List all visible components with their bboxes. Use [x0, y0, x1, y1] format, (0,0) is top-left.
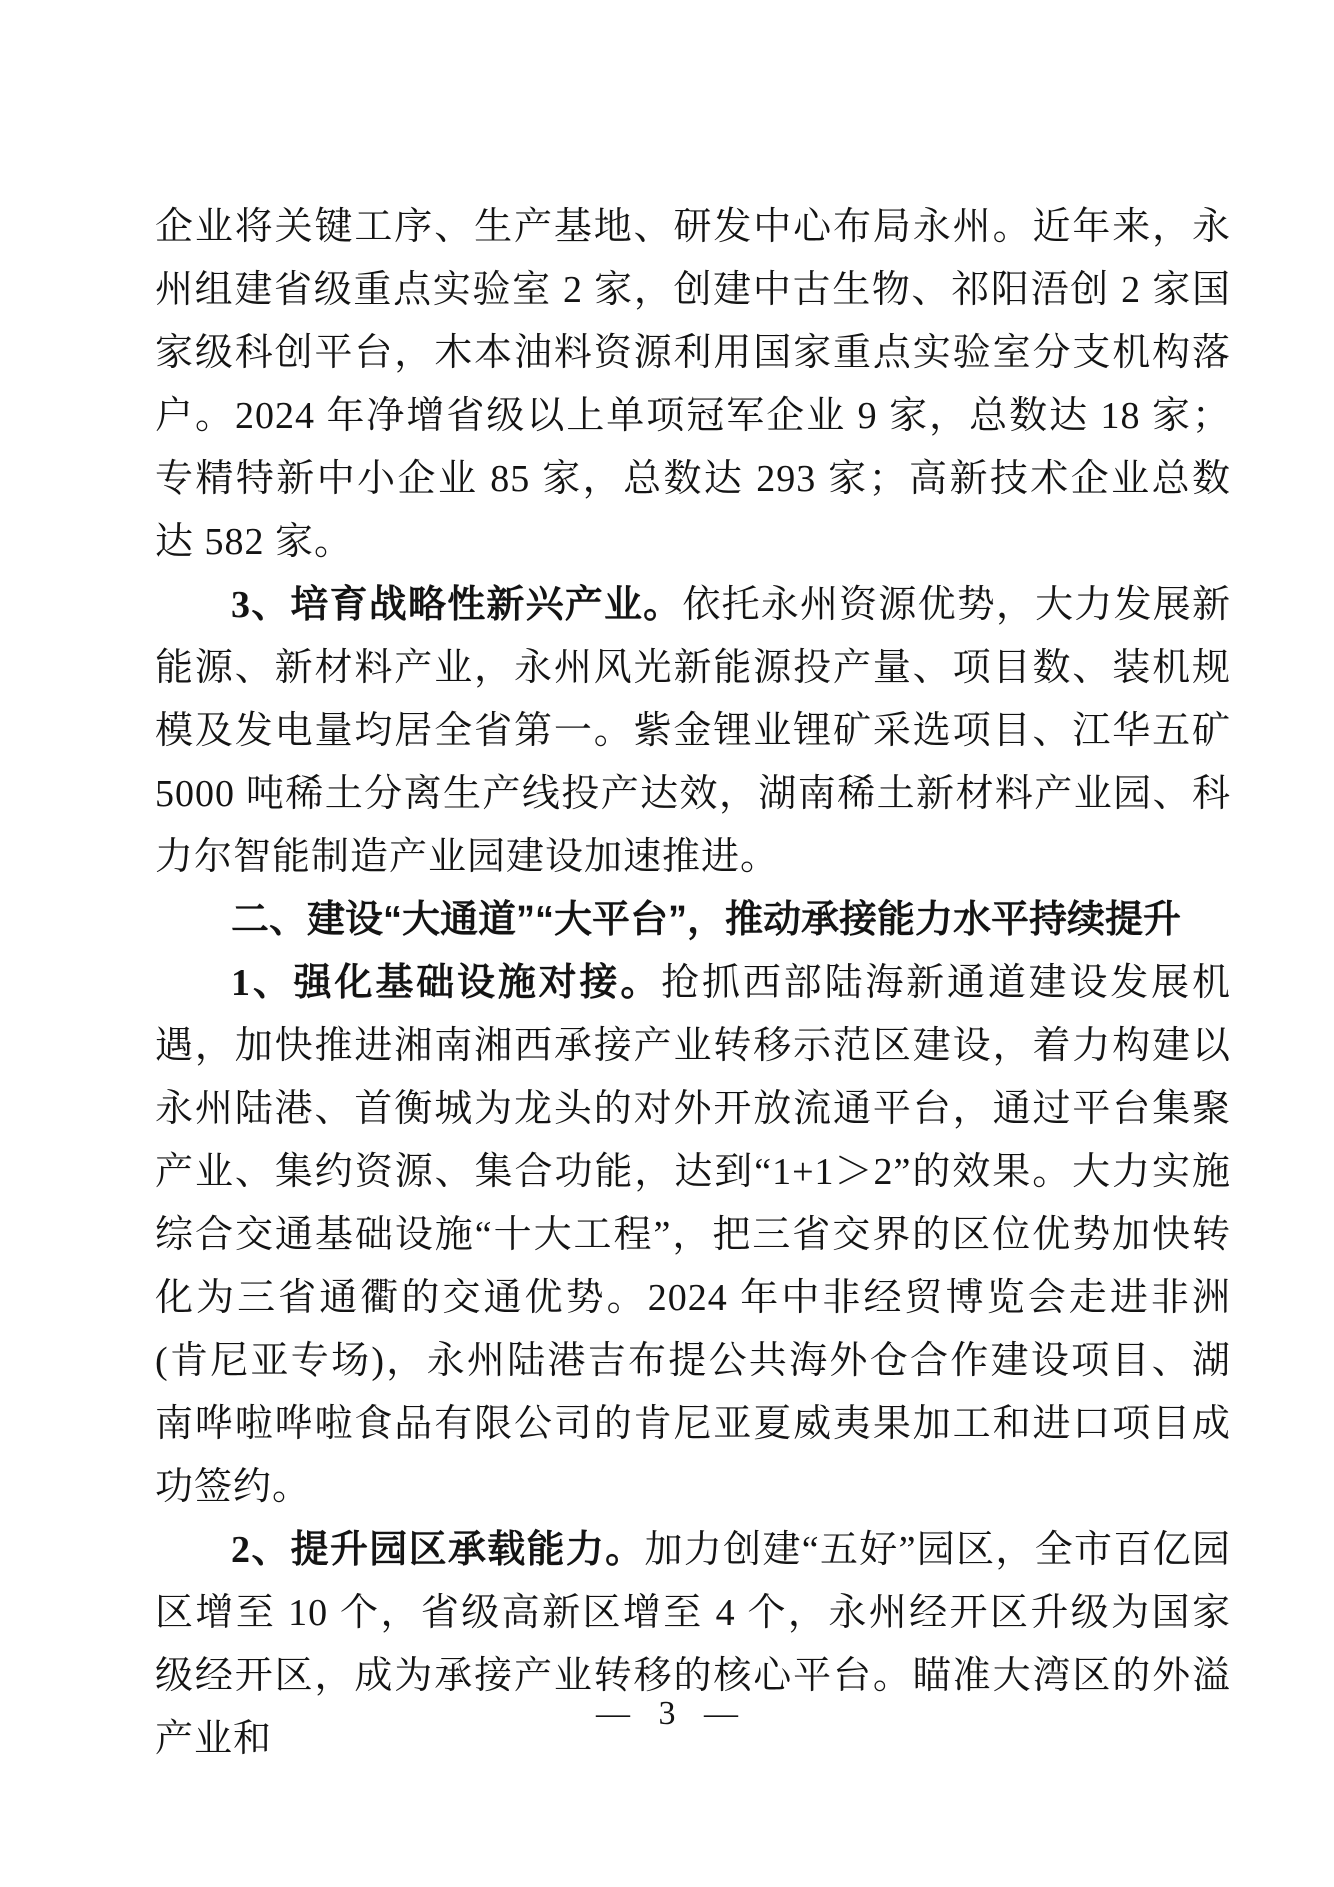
- paragraph: [155, 196, 1231, 574]
- paragraph-text: 依托永州资源优势，大力发展新能源、新材料产业，永州风光新能源投产量、项目数、装机规模及发电量均居全省第一。紫金锂业锂矿采选项目、江华五矿 5000 吨稀土分离生产线投产达效，湖南稀土新材料产业园、科力尔智能制造产业园建设加速推进。: [155, 584, 1231, 878]
- paragraph: [155, 952, 1231, 1519]
- paragraph-lead: 3、培育战略性新兴产业。: [231, 584, 683, 626]
- document-body: [155, 196, 1231, 1771]
- paragraph-text: 抢抓西部陆海新通道建设发展机遇，加快推进湘南湘西承接产业转移示范区建设，着力构建以永州陆港、首衡城为龙头的对外开放流通平台，通过平台集聚产业、集约资源、集合功能，达到“1+1＞2”的效果。大力实施综合交通基础设施“十大工程”，把三省交界的区位优势加快转化为三省通衢的交通优势。2024 年中非经贸博览会走进非洲(肯尼亚专场)，永州陆港吉布提公共海外仓合作建设项目、湖南哗啦哗啦食品有限公司的肯尼亚夏威夷果加工和进口项目成功签约。: [155, 962, 1231, 1508]
- section-heading-text: 二、建设“大通道”“大平台”，推动承接能力水平持续提升: [231, 899, 1182, 941]
- paragraph-text: 加力创建“五好”园区，全市百亿园区增至 10 个，省级高新区增至 4 个，永州经开区升级为国家级经开区，成为承接产业转移的核心平台。瞄准大湾区的外溢产业和: [155, 1529, 1231, 1760]
- paragraph-lead: 1、强化基础设施对接。: [231, 962, 662, 1004]
- paragraph: [155, 574, 1231, 889]
- paragraph-text: 企业将关键工序、生产基地、研发中心布局永州。近年来，永州组建省级重点实验室 2 家，创建中古生物、祁阳浯创 2 家国家级科创平台，木本油料资源利用国家重点实验室分支机构落户。2024 年净增省级以上单项冠军企业 9 家，总数达 18 家；专精特新中小企业 85 家，总数达 293 家；高新技术企业总数达 582 家。: [155, 206, 1231, 563]
- page-number: — 3 —: [596, 1695, 738, 1732]
- paragraph-lead: 2、提升园区承载能力。: [231, 1529, 645, 1571]
- section-heading: [155, 889, 1231, 952]
